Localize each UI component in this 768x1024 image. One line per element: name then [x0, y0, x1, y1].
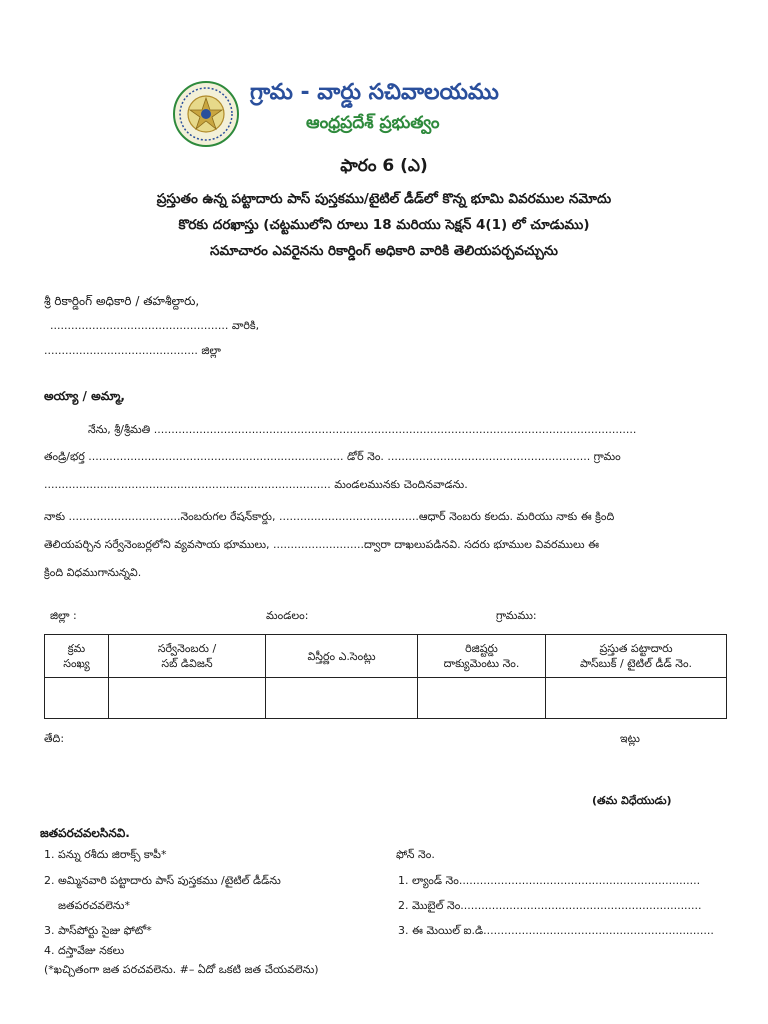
signature-name: (తమ విధేయుడు): [592, 794, 672, 807]
attachments-heading: జతపరచవలసినవి.: [40, 826, 130, 840]
table-row: [45, 678, 727, 719]
body-line-3: .................................................................................. మండలమునకు చెందినవాడను.: [44, 478, 468, 491]
table-cell[interactable]: [418, 678, 546, 719]
date-label: తేది:: [44, 732, 65, 745]
table-cell[interactable]: [109, 678, 266, 719]
table-header-row: [45, 635, 727, 678]
col-registered-document: రిజిష్టర్డు దాక్యుమెంటు నెం.: [418, 635, 546, 678]
phone-landline: 1. ల్యాండ్ నెం.....................................................................: [398, 874, 701, 887]
attachments-note: (*ఖచ్చితంగా జత పరచవలెను. #– ఏదో ఒకటి జత చేయవలెను): [44, 963, 319, 976]
col-extent: విస్తీర్ణం ఎ.సెంట్లు: [266, 635, 418, 678]
attachment-item-4: 4. దస్తావేజు నకలు: [44, 944, 125, 957]
body-line-2: తండ్రి/భర్త ......................................................................... డోర్ నెం. .......................................................... గ్రామం: [44, 450, 621, 463]
table-cell[interactable]: [546, 678, 727, 719]
attachment-item-2: 2. అమ్మినవారి పట్టాదారు పాస్ పుస్తకము /టైటిల్ డీడ్‌ను: [44, 874, 281, 887]
table-cell[interactable]: [266, 678, 418, 719]
address-line-3: ............................................ జిల్లా: [44, 344, 221, 357]
header-title: గ్రామ - వార్డు సచివాలయము: [250, 80, 499, 105]
attachment-item-2-cont: జతపరచవలెను*: [58, 899, 130, 912]
body-line-5: తెలియపర్చిన సర్వేనెంబర్లలోని వ్యవసాయ భూములు, ..........................ద్వారా దాఖలుపడినవి. సదరు భూముల వివరములు ఈ: [44, 538, 600, 551]
address-line-1: శ్రీ రికార్డింగ్ అధికారి / తహశీల్దారు,: [44, 294, 200, 308]
attachment-item-3: 3. పాస్‌పోర్టు సైజు ఫోటో*: [44, 924, 152, 937]
body-line-6: క్రింది విధముగానున్నవి.: [44, 566, 142, 579]
body-line-4: నాకు ................................నెంబరుగల రేషన్‌కార్డు, ........................................ఆధార్ నెంబరు కలదు. మరియు నాకు ఈ క్రింది: [44, 510, 615, 523]
form-title: ఫారం 6 (ఎ): [340, 156, 428, 176]
ap-government-emblem-icon: [172, 80, 240, 148]
attachment-item-1: 1. పన్ను రశీదు జిరాక్స్ కాపీ*: [44, 848, 167, 861]
table-cell[interactable]: [45, 678, 109, 719]
district-label: జిల్లా :: [50, 609, 77, 622]
heading-line-2: కొరకు దరఖాస్తు (చట్టములోని రూలు 18 మరియు సెక్షన్ 4(1) లో చూడుము): [178, 217, 590, 233]
phone-heading: ఫోన్ నెం.: [396, 848, 435, 861]
phone-mobile: 2. మొబైల్ నెం.....................................................................: [398, 899, 702, 912]
col-serial-number: క్రమ సంఖ్య: [45, 635, 109, 678]
signature-label: ఇట్లు: [620, 732, 640, 745]
body-line-1: నేను, శ్రీ/శ్రీమతి ..........................................................................................................................................: [88, 423, 637, 436]
header-subtitle: ఆంధ్రప్రదేశ్ ప్రభుత్వం: [306, 113, 440, 133]
heading-line-3: సమాచారం ఎవరైనను రికార్డింగ్ అధికారి వారికి తెలియపర్చవచ్చును: [210, 243, 558, 259]
col-survey-number: సర్వేనెంబరు / సబ్ డివిజన్: [109, 635, 266, 678]
col-passbook-number: ప్రస్తుత పట్టాదారు పాస్‌బుక్ / టైటిల్ డీడ్ నెం.: [546, 635, 727, 678]
phone-email: 3. ఈ మెయిల్ ఐ.డి..................................................................: [398, 924, 714, 937]
land-details-table: [44, 634, 727, 719]
village-label: గ్రామము:: [496, 609, 537, 622]
heading-line-1: ప్రస్తుతం ఉన్న పట్టాదారు పాస్ పుస్తకము/టైటిల్ డీడ్‌లో కొన్న భూమి వివరముల నమోదు: [156, 191, 612, 207]
salutation: అయ్యా / అమ్మా,: [44, 389, 125, 403]
mandal-label: మండలం:: [266, 609, 309, 622]
address-line-2: ................................................... వారికి,: [50, 319, 260, 332]
